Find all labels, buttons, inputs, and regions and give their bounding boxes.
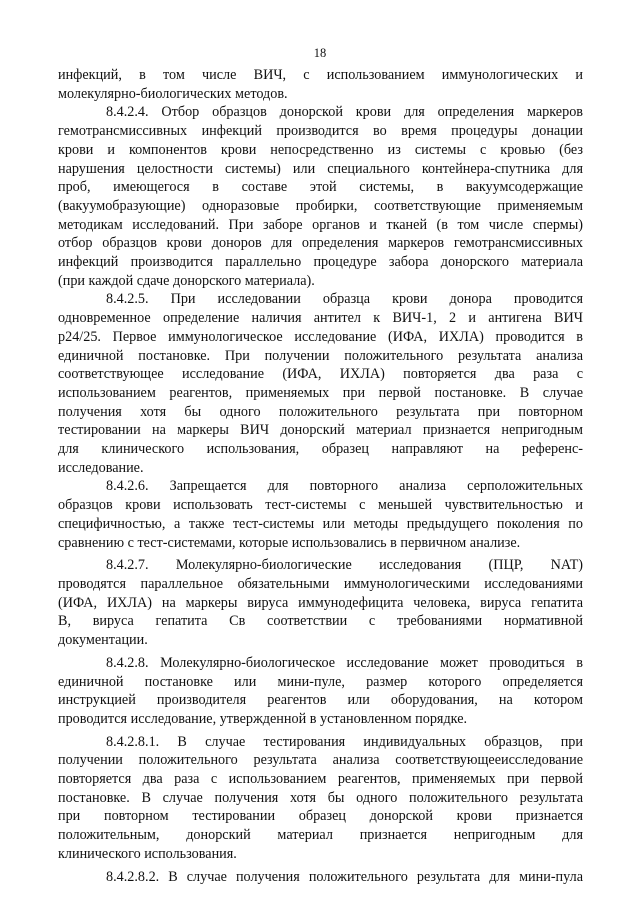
text-line: 8.4.2.8.2. В случае получения положительного результата для мини-пула — [106, 868, 583, 885]
text-line: получении положительного результата анализа соответствующееисследование — [58, 752, 583, 769]
text-line: р24/25. Первое иммунологическое исследование (ИФА, ИХЛА) проводится в — [58, 328, 583, 345]
text-line: гемотрансмиссивных инфекций производится во время процедуры донации — [58, 123, 583, 140]
text-line: 8.4.2.6. Запрещается для повторного анализа серположительных — [106, 478, 583, 495]
paragraph-continuation — [58, 66, 583, 103]
text-line: проводятся параллельное обязательными иммунологическими исследованиями — [58, 575, 583, 592]
text-line: нарушения целостности системы) или специального контейнера-спутника для — [58, 160, 583, 177]
text-line: инструкцией производителя реагентов или оборудования, на котором — [58, 692, 583, 709]
text-line: единичной постановке или мини-пуле, размер которого определяется — [58, 673, 583, 690]
document-body — [58, 66, 583, 886]
text-line: 8.4.2.5. При исследовании образца крови донора проводится — [106, 291, 583, 308]
text-line: молекулярно-биологических методов. — [58, 85, 288, 102]
text-line: 8.4.2.8. Молекулярно-биологическое исследование может проводиться в — [106, 654, 583, 671]
text-line: В, вируса гепатита Св соответствии с требованиями нормативной — [58, 613, 583, 630]
page-number: 18 — [313, 46, 327, 60]
text-line: инфекций, в том числе ВИЧ, с использованием иммунологических и — [58, 67, 583, 83]
paragraph-8-4-2-4 — [58, 103, 583, 290]
text-line: единичной постановке. При получении положительного результата анализа — [58, 347, 583, 364]
text-line: (при каждой сдаче донорского материала). — [58, 272, 315, 289]
text-line: положительным, донорский материал признается непригодным для — [58, 827, 583, 844]
text-line: для клинического использования, образец направляют на референс- — [58, 441, 583, 458]
text-line: отбор образцов крови доноров для определения маркеров гемотрансмиссивных — [58, 235, 583, 252]
text-line: при повторном тестировании образец донорской крови признается — [58, 808, 583, 825]
text-line: документации. — [58, 632, 148, 649]
paragraph-8-4-2-5 — [58, 290, 583, 477]
text-line: тестировании на маркеры ВИЧ донорский материал признается непригодным — [58, 422, 583, 439]
text-line: получения хотя бы одного положительного результата при повторном — [58, 403, 583, 420]
text-line: проб, имеющегося в составе этой системы, в вакуумсодержащие — [58, 179, 583, 196]
text-line: 8.4.2.8.1. В случае тестирования индивидуальных образцов, при — [106, 733, 583, 750]
text-line: специфичностью, а также тест-системы или методы предыдущего поколения по — [58, 515, 583, 532]
text-line: проводится исследование, утвержденной в установленном порядке. — [58, 710, 468, 727]
paragraph-8-4-2-7 — [58, 556, 583, 650]
text-line: методикам исследований. При заборе органов и тканей (в том числе спермы) — [58, 216, 583, 233]
text-line: крови и компонентов крови непосредственно из системы с кровью (без — [58, 141, 583, 158]
text-line: 8.4.2.4. Отбор образцов донорской крови для определения маркеров — [106, 104, 583, 121]
text-line: 8.4.2.7. Молекулярно-биологические исследования (ПЦР, NAT) — [106, 557, 583, 574]
text-line: (ИФА, ИХЛА) на маркеры вируса иммунодефицита человека, вируса гепатита — [58, 594, 583, 611]
text-line: одновременное определение наличия антител к ВИЧ-1, 2 и антигена ВИЧ — [58, 310, 583, 327]
paragraph-8-4-2-8 — [58, 654, 583, 729]
text-line: клинического использования. — [58, 845, 237, 862]
text-line: использованием реагентов, применяемых при первой постановке. В случае — [58, 384, 583, 401]
text-line: образцов крови использовать тест-системы с меньшей чувствительностью и — [58, 497, 583, 514]
text-line: исследование. — [58, 459, 144, 476]
text-line: постановке. В случае получения хотя бы одного положительного результата — [58, 789, 583, 806]
text-line: сравнению с тест-системами, которые использовались в первичном анализе. — [58, 534, 521, 551]
text-line: инфекций производится параллельно процедуре забора донорского материала — [58, 254, 583, 271]
text-line: соответствующее исследование (ИФА, ИХЛА) повторяется два раза с — [58, 366, 583, 383]
paragraph-8-4-2-8-2 — [58, 868, 583, 887]
text-line: повторяется два раза с использованием реагентов, применяемых при первой — [58, 771, 583, 788]
paragraph-8-4-2-8-1 — [58, 733, 583, 864]
text-line: (вакуумобразующие) одноразовые пробирки, соответствующие применяемым — [58, 197, 583, 214]
paragraph-8-4-2-6 — [58, 477, 583, 552]
